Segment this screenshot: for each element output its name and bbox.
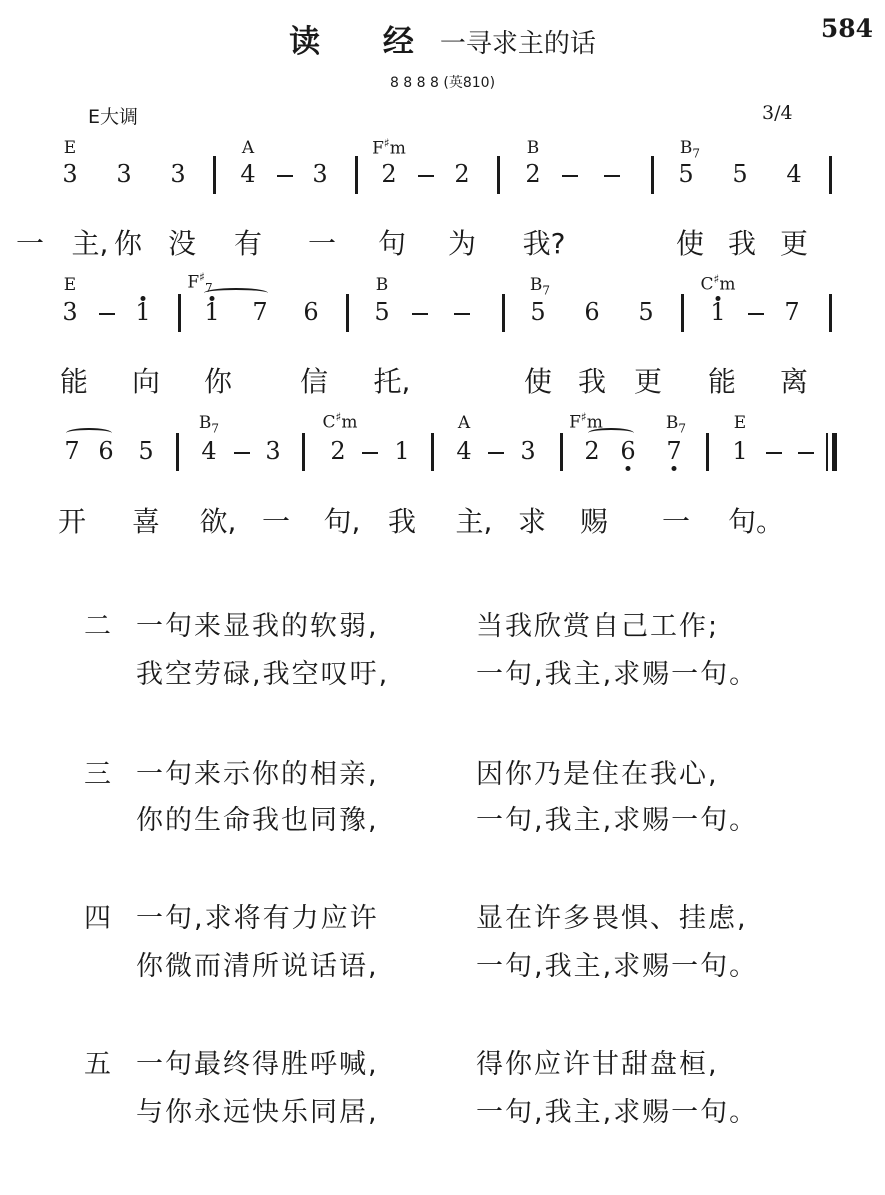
dash bbox=[362, 452, 378, 454]
dash bbox=[748, 313, 764, 315]
verse-line: 当我欣赏自己工作; bbox=[476, 611, 720, 642]
barline bbox=[829, 156, 832, 194]
lyric: 信 bbox=[299, 365, 329, 398]
low-octave-dot bbox=[626, 466, 631, 471]
lyric: 一 bbox=[307, 227, 337, 260]
lyric: 赐 bbox=[579, 505, 609, 538]
hymn-title bbox=[0, 16, 885, 61]
lyric: 更 bbox=[633, 365, 663, 398]
verse-line: 一句来显我的软弱, bbox=[136, 611, 379, 642]
lyric: 有 bbox=[233, 227, 263, 260]
verse-line: 一句,求将有力应许 bbox=[136, 903, 379, 934]
note: 5 bbox=[678, 160, 694, 188]
chord: $B_7$ bbox=[665, 413, 687, 436]
note: 7 bbox=[64, 437, 80, 465]
note: 1 bbox=[135, 298, 151, 326]
verse-line: 你微而清所说话语, bbox=[136, 951, 379, 982]
verse-line: 显在许多畏惧、挂虑, bbox=[476, 903, 748, 934]
chord: F♯m bbox=[372, 136, 406, 159]
lyric: 句。 bbox=[727, 505, 785, 538]
dash bbox=[234, 452, 250, 454]
note: 7 bbox=[784, 298, 800, 326]
dash bbox=[418, 175, 434, 177]
chord: A bbox=[241, 138, 255, 158]
note: 5 bbox=[138, 437, 154, 465]
chord: B bbox=[526, 138, 540, 158]
verse-line: 一句,我主,求赐一句。 bbox=[476, 1097, 759, 1128]
note: 3 bbox=[62, 298, 78, 326]
verse-line: 因你乃是住在我心, bbox=[476, 759, 719, 790]
dash bbox=[99, 313, 115, 315]
verse-line: 一句最终得胜呼喊, bbox=[136, 1049, 379, 1080]
note: 2 bbox=[525, 160, 541, 188]
title-sub: 一寻求主的话 bbox=[439, 29, 596, 59]
chord: F♯m bbox=[569, 410, 603, 433]
barline bbox=[431, 433, 434, 471]
lyric: 我 bbox=[727, 227, 757, 260]
lyric: 能 bbox=[59, 365, 89, 398]
note: 1 bbox=[732, 437, 748, 465]
chord: $B_7$ bbox=[529, 275, 551, 298]
verse-number: 五 bbox=[84, 1049, 111, 1080]
barline bbox=[651, 156, 654, 194]
chord: E bbox=[63, 275, 77, 295]
note: 1 bbox=[204, 298, 220, 326]
note: 4 bbox=[786, 160, 802, 188]
lyric: 我? bbox=[522, 227, 566, 260]
barline bbox=[346, 294, 349, 332]
lyric: 为 bbox=[447, 227, 477, 260]
chord: C♯m bbox=[322, 410, 358, 433]
note: 6 bbox=[620, 437, 636, 465]
note: 5 bbox=[638, 298, 654, 326]
chord: A bbox=[457, 413, 471, 433]
verse-line: 我空劳碌,我空叹吁, bbox=[136, 659, 390, 690]
chord: B bbox=[375, 275, 389, 295]
barline bbox=[176, 433, 179, 471]
note: 3 bbox=[62, 160, 78, 188]
dash bbox=[766, 452, 782, 454]
note: 1 bbox=[394, 437, 410, 465]
lyric: 使 bbox=[523, 365, 553, 398]
hymn-number: 584 bbox=[820, 14, 873, 43]
lyric: 主, bbox=[455, 505, 493, 538]
low-octave-dot bbox=[672, 466, 677, 471]
note: 3 bbox=[312, 160, 328, 188]
chord: $B_7$ bbox=[198, 413, 220, 436]
lyric: 你 bbox=[203, 365, 233, 398]
verse-line: 你的生命我也同豫, bbox=[136, 805, 379, 836]
barline bbox=[560, 433, 563, 471]
verse-line: 一句来示你的相亲, bbox=[136, 759, 379, 790]
note: 5 bbox=[732, 160, 748, 188]
note: 2 bbox=[454, 160, 470, 188]
barline bbox=[502, 294, 505, 332]
dash bbox=[488, 452, 504, 454]
note: 4 bbox=[240, 160, 256, 188]
lyric: 一 bbox=[261, 505, 291, 538]
time-signature: 3/4 bbox=[762, 102, 793, 124]
lyric: 欲, bbox=[199, 505, 237, 538]
dash bbox=[562, 175, 578, 177]
note: 1 bbox=[710, 298, 726, 326]
dash bbox=[798, 452, 814, 454]
barline bbox=[706, 433, 709, 471]
lyric: 你 bbox=[113, 227, 143, 260]
dash bbox=[604, 175, 620, 177]
lyric: 主, bbox=[71, 227, 109, 260]
chord: E bbox=[733, 413, 747, 433]
note: 7 bbox=[252, 298, 268, 326]
verse-number: 三 bbox=[84, 759, 111, 790]
key-signature: E大调 bbox=[88, 106, 139, 128]
verse-line: 一句,我主,求赐一句。 bbox=[476, 805, 759, 836]
note: 2 bbox=[584, 437, 600, 465]
dash bbox=[412, 313, 428, 315]
lyric: 更 bbox=[779, 227, 809, 260]
lyric: 没 bbox=[167, 227, 197, 260]
barline bbox=[681, 294, 684, 332]
lyric: 句 bbox=[377, 227, 407, 260]
barline bbox=[213, 156, 216, 194]
final-barline-thick bbox=[832, 433, 837, 471]
meter: 8 8 8 8 (英810) bbox=[389, 75, 496, 91]
verse-number: 二 bbox=[84, 611, 111, 642]
chord: C♯m bbox=[700, 272, 736, 295]
verse-line: 一句,我主,求赐一句。 bbox=[476, 951, 759, 982]
note: 3 bbox=[265, 437, 281, 465]
lyric: 我 bbox=[387, 505, 417, 538]
lyric: 求 bbox=[517, 505, 547, 538]
lyric: 喜 bbox=[131, 505, 161, 538]
chord: E bbox=[63, 138, 77, 158]
note: 2 bbox=[330, 437, 346, 465]
note: 4 bbox=[201, 437, 217, 465]
chord: $B_7$ bbox=[679, 138, 701, 161]
barline bbox=[178, 294, 181, 332]
note: 5 bbox=[530, 298, 546, 326]
note: 6 bbox=[98, 437, 114, 465]
note: 3 bbox=[520, 437, 536, 465]
dash bbox=[277, 175, 293, 177]
verse-line: 与你永远快乐同居, bbox=[136, 1097, 379, 1128]
dash bbox=[454, 313, 470, 315]
title-main: 读 经 bbox=[289, 24, 440, 60]
note: 6 bbox=[303, 298, 319, 326]
verse-line: 得你应许甘甜盘桓, bbox=[476, 1049, 719, 1080]
verse-number: 四 bbox=[84, 903, 111, 934]
note: 3 bbox=[116, 160, 132, 188]
final-barline-thin bbox=[826, 433, 828, 471]
lyric: 托, bbox=[373, 365, 411, 398]
barline bbox=[829, 294, 832, 332]
note: 3 bbox=[170, 160, 186, 188]
barline bbox=[302, 433, 305, 471]
note: 6 bbox=[584, 298, 600, 326]
verse-line: 一句,我主,求赐一句。 bbox=[476, 659, 759, 690]
chord: $F^♯_7$ bbox=[187, 270, 213, 296]
lyric: 向 bbox=[131, 365, 161, 398]
note: 7 bbox=[666, 437, 682, 465]
lyric: 一 bbox=[15, 227, 45, 260]
lyric: 我 bbox=[577, 365, 607, 398]
note: 5 bbox=[374, 298, 390, 326]
lyric: 开 bbox=[57, 505, 87, 538]
note: 2 bbox=[381, 160, 397, 188]
lyric: 能 bbox=[707, 365, 737, 398]
barline bbox=[355, 156, 358, 194]
lyric: 使 bbox=[675, 227, 705, 260]
lyric: 句, bbox=[323, 505, 361, 538]
lyric: 一 bbox=[661, 505, 691, 538]
lyric: 离 bbox=[779, 365, 809, 398]
note: 4 bbox=[456, 437, 472, 465]
barline bbox=[497, 156, 500, 194]
